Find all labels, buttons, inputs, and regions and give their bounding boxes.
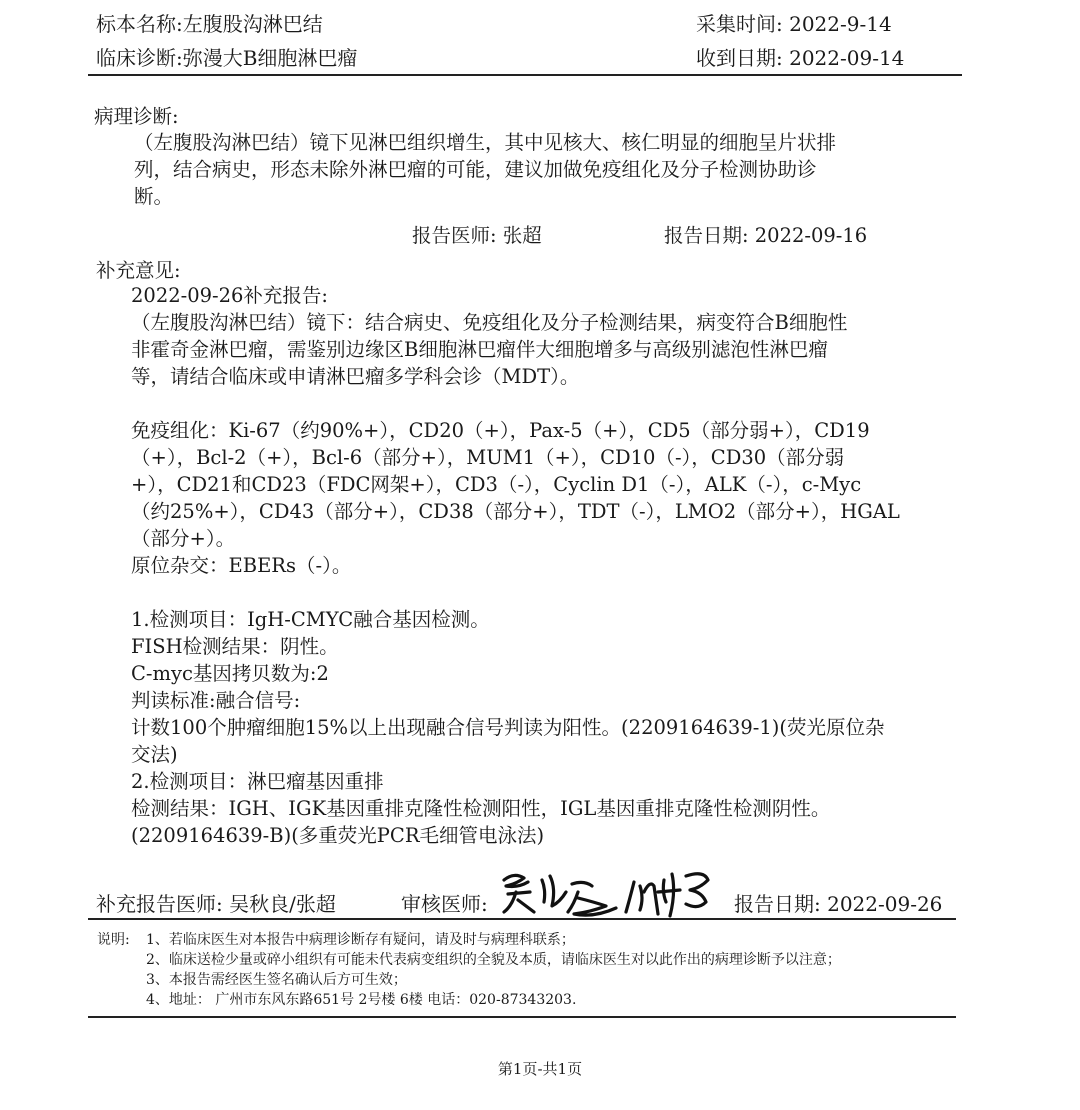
text-line: 非霍奇金淋巴瘤，需鉴别边缘区B细胞淋巴瘤伴大细胞增多与高级别滤泡性淋巴瘤 xyxy=(131,338,828,361)
text-line: （左腹股沟淋巴结）镜下见淋巴组织增生，其中见核大、核仁明显的细胞呈片状排 xyxy=(134,131,837,154)
pathology-heading: 病理诊断: xyxy=(94,105,179,128)
supplement-text xyxy=(131,282,900,849)
text-line: FISH检测结果：阴性。 xyxy=(131,635,339,658)
text-line: 交法) xyxy=(131,743,178,766)
text-line: 免疫组化：Ki-67（约90%+），CD20（+），Pax-5（+），CD5（部分弱+），CD19 xyxy=(131,419,870,442)
text-line: （约25%+），CD43（部分+），CD38（部分+），TDT（-），LMO2（部分+），HGAL xyxy=(131,500,900,523)
text-line: 原位杂交：EBERs（-）。 xyxy=(131,554,352,577)
text-line: 判读标准:融合信号: xyxy=(131,689,301,712)
blank-line xyxy=(131,579,900,606)
notes-divider xyxy=(88,1016,956,1018)
text-line: (2209164639-B)(多重荧光PCR毛细管电泳法) xyxy=(131,824,545,847)
report-date: 报告日期: 2022-09-16 xyxy=(664,224,868,247)
text-line: 2022-09-26补充报告: xyxy=(131,284,328,307)
pathology-text xyxy=(134,129,836,210)
reviewer-signature xyxy=(494,862,728,920)
blank-line xyxy=(131,390,900,417)
notes-list xyxy=(146,930,841,1010)
specimen-name: 标本名称:左腹股沟淋巴结 xyxy=(96,12,323,36)
header-divider xyxy=(88,74,962,76)
supplement-heading: 补充意见: xyxy=(96,259,181,282)
note-item: 4、地址： 广州市东风东路651号 2号楼 6楼 电话：020-87343203. xyxy=(146,992,577,1008)
text-line: 计数100个肿瘤细胞15%以上出现融合信号判读为阳性。(2209164639-1)(荧光原位杂 xyxy=(131,716,885,739)
clinical-diagnosis: 临床诊断:弥漫大B细胞淋巴瘤 xyxy=(96,46,358,70)
notes-label: 说明: xyxy=(97,932,130,948)
text-line: （部分+）。 xyxy=(131,527,236,550)
text-line: 列，结合病史，形态未除外淋巴瘤的可能，建议加做免疫组化及分子检测协助诊 xyxy=(134,158,817,181)
text-line: 等，请结合临床或申请淋巴瘤多学科会诊（MDT）。 xyxy=(131,365,580,388)
supplement-doctor: 补充报告医师: 吴秋良/张超 xyxy=(96,892,336,916)
text-line: 断。 xyxy=(134,185,174,208)
text-line: C-myc基因拷贝数为:2 xyxy=(131,662,329,685)
page-number: 第1页-共1页 xyxy=(497,1060,583,1078)
note-item: 3、本报告需经医生签名确认后方可生效； xyxy=(146,972,407,988)
supplement-report-date: 报告日期: 2022-09-26 xyxy=(734,892,943,916)
text-line: 2.检测项目：淋巴瘤基因重排 xyxy=(131,770,384,793)
signoff-divider xyxy=(88,918,956,920)
text-line: +），CD21和CD23（FDC网架+），CD3（-），Cyclin D1（-），ALK（-），c-Myc xyxy=(131,473,862,496)
collection-time: 采集时间: 2022-9-14 xyxy=(696,12,892,36)
note-item: 1、若临床医生对本报告中病理诊断存有疑问，请及时与病理科联系； xyxy=(146,932,575,948)
text-line: （+），Bcl-2（+），Bcl-6（部分+），MUM1（+），CD10（-），CD30（部分弱 xyxy=(131,446,845,469)
reviewer-label: 审核医师: xyxy=(401,892,488,916)
text-line: 检测结果：IGH、IGK基因重排克隆性检测阳性，IGL基因重排克隆性检测阴性。 xyxy=(131,797,831,820)
received-date: 收到日期: 2022-09-14 xyxy=(696,46,905,70)
text-line: （左腹股沟淋巴结）镜下：结合病史、免疫组化及分子检测结果，病变符合B细胞性 xyxy=(131,311,848,334)
text-line: 1.检测项目：IgH-CMYC融合基因检测。 xyxy=(131,608,490,631)
report-doctor: 报告医师: 张超 xyxy=(412,224,542,247)
note-item: 2、临床送检少量或碎小组织有可能未代表病变组织的全貌及本质，请临床医生对以此作出的病理诊断予以注意； xyxy=(146,952,841,968)
